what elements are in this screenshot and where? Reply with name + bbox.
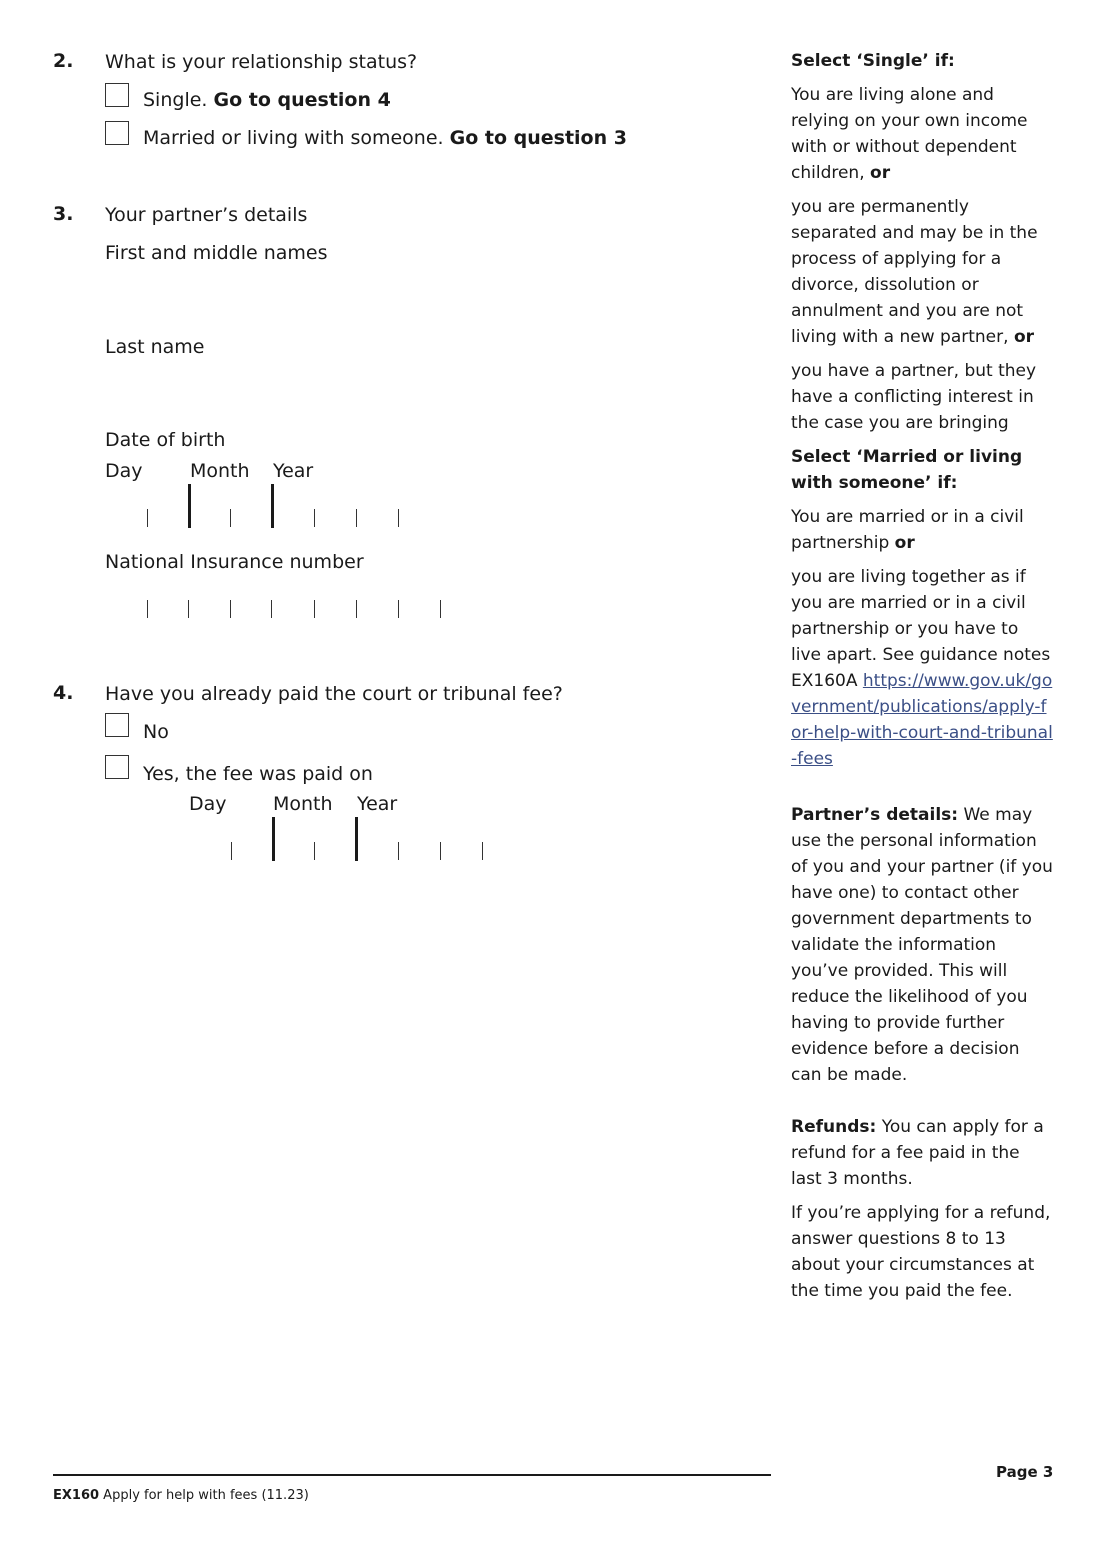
fee-date-field[interactable] <box>189 817 504 863</box>
single-guidance-heading: Select ‘Single’ if: <box>791 51 955 71</box>
married-checkbox[interactable] <box>105 121 129 145</box>
fee-date-digit-divider <box>314 842 315 860</box>
fee-date-digit-divider <box>398 842 399 860</box>
refunds-guidance-p2: If you’re applying for a refund, answer questions 8 to 13 about your circumstances at the time you paid the fee. <box>791 1203 1051 1301</box>
single-go-to: Go to question 4 <box>213 89 391 111</box>
fee-paid-no-checkbox[interactable] <box>105 713 129 737</box>
footer-rule <box>53 1474 771 1476</box>
dob-digit-divider <box>147 509 148 527</box>
dob-day-label: Day <box>105 460 143 482</box>
ni-digit-divider <box>147 600 148 618</box>
fee-paid-yes-checkbox[interactable] <box>105 755 129 779</box>
dob-month-label: Month <box>190 460 250 482</box>
question-3-text: Your partner’s details <box>105 204 308 226</box>
first-names-field[interactable] <box>105 272 745 322</box>
single-option-label: Single. Go to question 4 <box>143 89 391 111</box>
single-guidance-p1: You are living alone and relying on your own income with or without dependent children, or <box>791 85 1028 183</box>
fee-date-digit-divider <box>440 842 441 860</box>
question-4-text: Have you already paid the court or tribunal fee? <box>105 683 563 705</box>
question-3-number: 3. <box>53 203 74 225</box>
ni-digit-divider <box>230 600 231 618</box>
question-2-text: What is your relationship status? <box>105 51 418 73</box>
dob-digit-divider <box>230 509 231 527</box>
ni-digit-divider <box>356 600 357 618</box>
footer-form-title: EX160 Apply for help with fees (11.23) <box>53 1488 309 1503</box>
question-2-number: 2. <box>53 50 74 72</box>
last-name-label: Last name <box>105 336 205 358</box>
dob-digit-divider <box>356 509 357 527</box>
married-guidance-p2: you are living together as if you are married or in a civil partnership or you have to live apart. See guidance notes EX160A https://www.gov.uk/government/publications/apply-for-help-with-court-and-tribunal-fees <box>791 567 1053 769</box>
fee-date-digit-divider <box>482 842 483 860</box>
dob-label: Date of birth <box>105 429 226 451</box>
fee-paid-no-label: No <box>143 721 169 743</box>
fee-date-digit-divider <box>231 842 232 860</box>
last-name-field[interactable] <box>105 366 745 416</box>
fee-paid-yes-label: Yes, the fee was paid on <box>143 763 373 785</box>
dob-month-year-separator <box>271 484 274 528</box>
dob-digit-divider <box>398 509 399 527</box>
ni-digit-divider <box>314 600 315 618</box>
married-go-to: Go to question 3 <box>449 127 627 149</box>
dob-field[interactable] <box>105 484 420 530</box>
partner-details-guidance: Partner’s details: We may use the personal information of you and your partner (if you have one) to contact other government departments to validate the information you’ve provided. This will reduce the likelihood of you having to provide further evidence before a decision can be made. <box>791 805 1053 1085</box>
ni-number-label: National Insurance number <box>105 551 364 573</box>
fee-date-day-label: Day <box>189 793 227 815</box>
ni-digit-divider <box>271 600 272 618</box>
ni-number-field[interactable] <box>105 580 465 624</box>
married-guidance-p1: You are married or in a civil partnership or <box>791 507 1024 553</box>
married-option-label: Married or living with someone. Go to question 3 <box>143 127 627 149</box>
dob-digit-divider <box>314 509 315 527</box>
guidance-notes-link[interactable]: https://www.gov.uk/government/publications/apply-for-help-with-court-and-tribunal-fees <box>791 671 1053 769</box>
first-names-label: First and middle names <box>105 242 328 264</box>
page-number: Page 3 <box>996 1463 1054 1481</box>
guidance-sidebar <box>791 48 1053 1312</box>
ni-digit-divider <box>440 600 441 618</box>
dob-year-label: Year <box>273 460 314 482</box>
single-checkbox[interactable] <box>105 83 129 107</box>
question-4-number: 4. <box>53 682 74 704</box>
ni-digit-divider <box>188 600 189 618</box>
fee-date-day-month-separator <box>272 817 275 861</box>
single-guidance-p3: you have a partner, but they have a conflicting interest in the case you are bringing <box>791 361 1037 433</box>
fee-date-year-label: Year <box>357 793 398 815</box>
dob-day-month-separator <box>188 484 191 528</box>
fee-date-month-label: Month <box>273 793 333 815</box>
fee-date-month-year-separator <box>355 817 358 861</box>
single-guidance-p2: you are permanently separated and may be in the process of applying for a divorce, dissolution or annulment and you are not living with a new partner, or <box>791 197 1038 347</box>
married-guidance-heading: Select ‘Married or living with someone’ if: <box>791 447 1023 493</box>
refunds-guidance: Refunds: You can apply for a refund for a fee paid in the last 3 months. <box>791 1117 1044 1189</box>
ni-digit-divider <box>398 600 399 618</box>
